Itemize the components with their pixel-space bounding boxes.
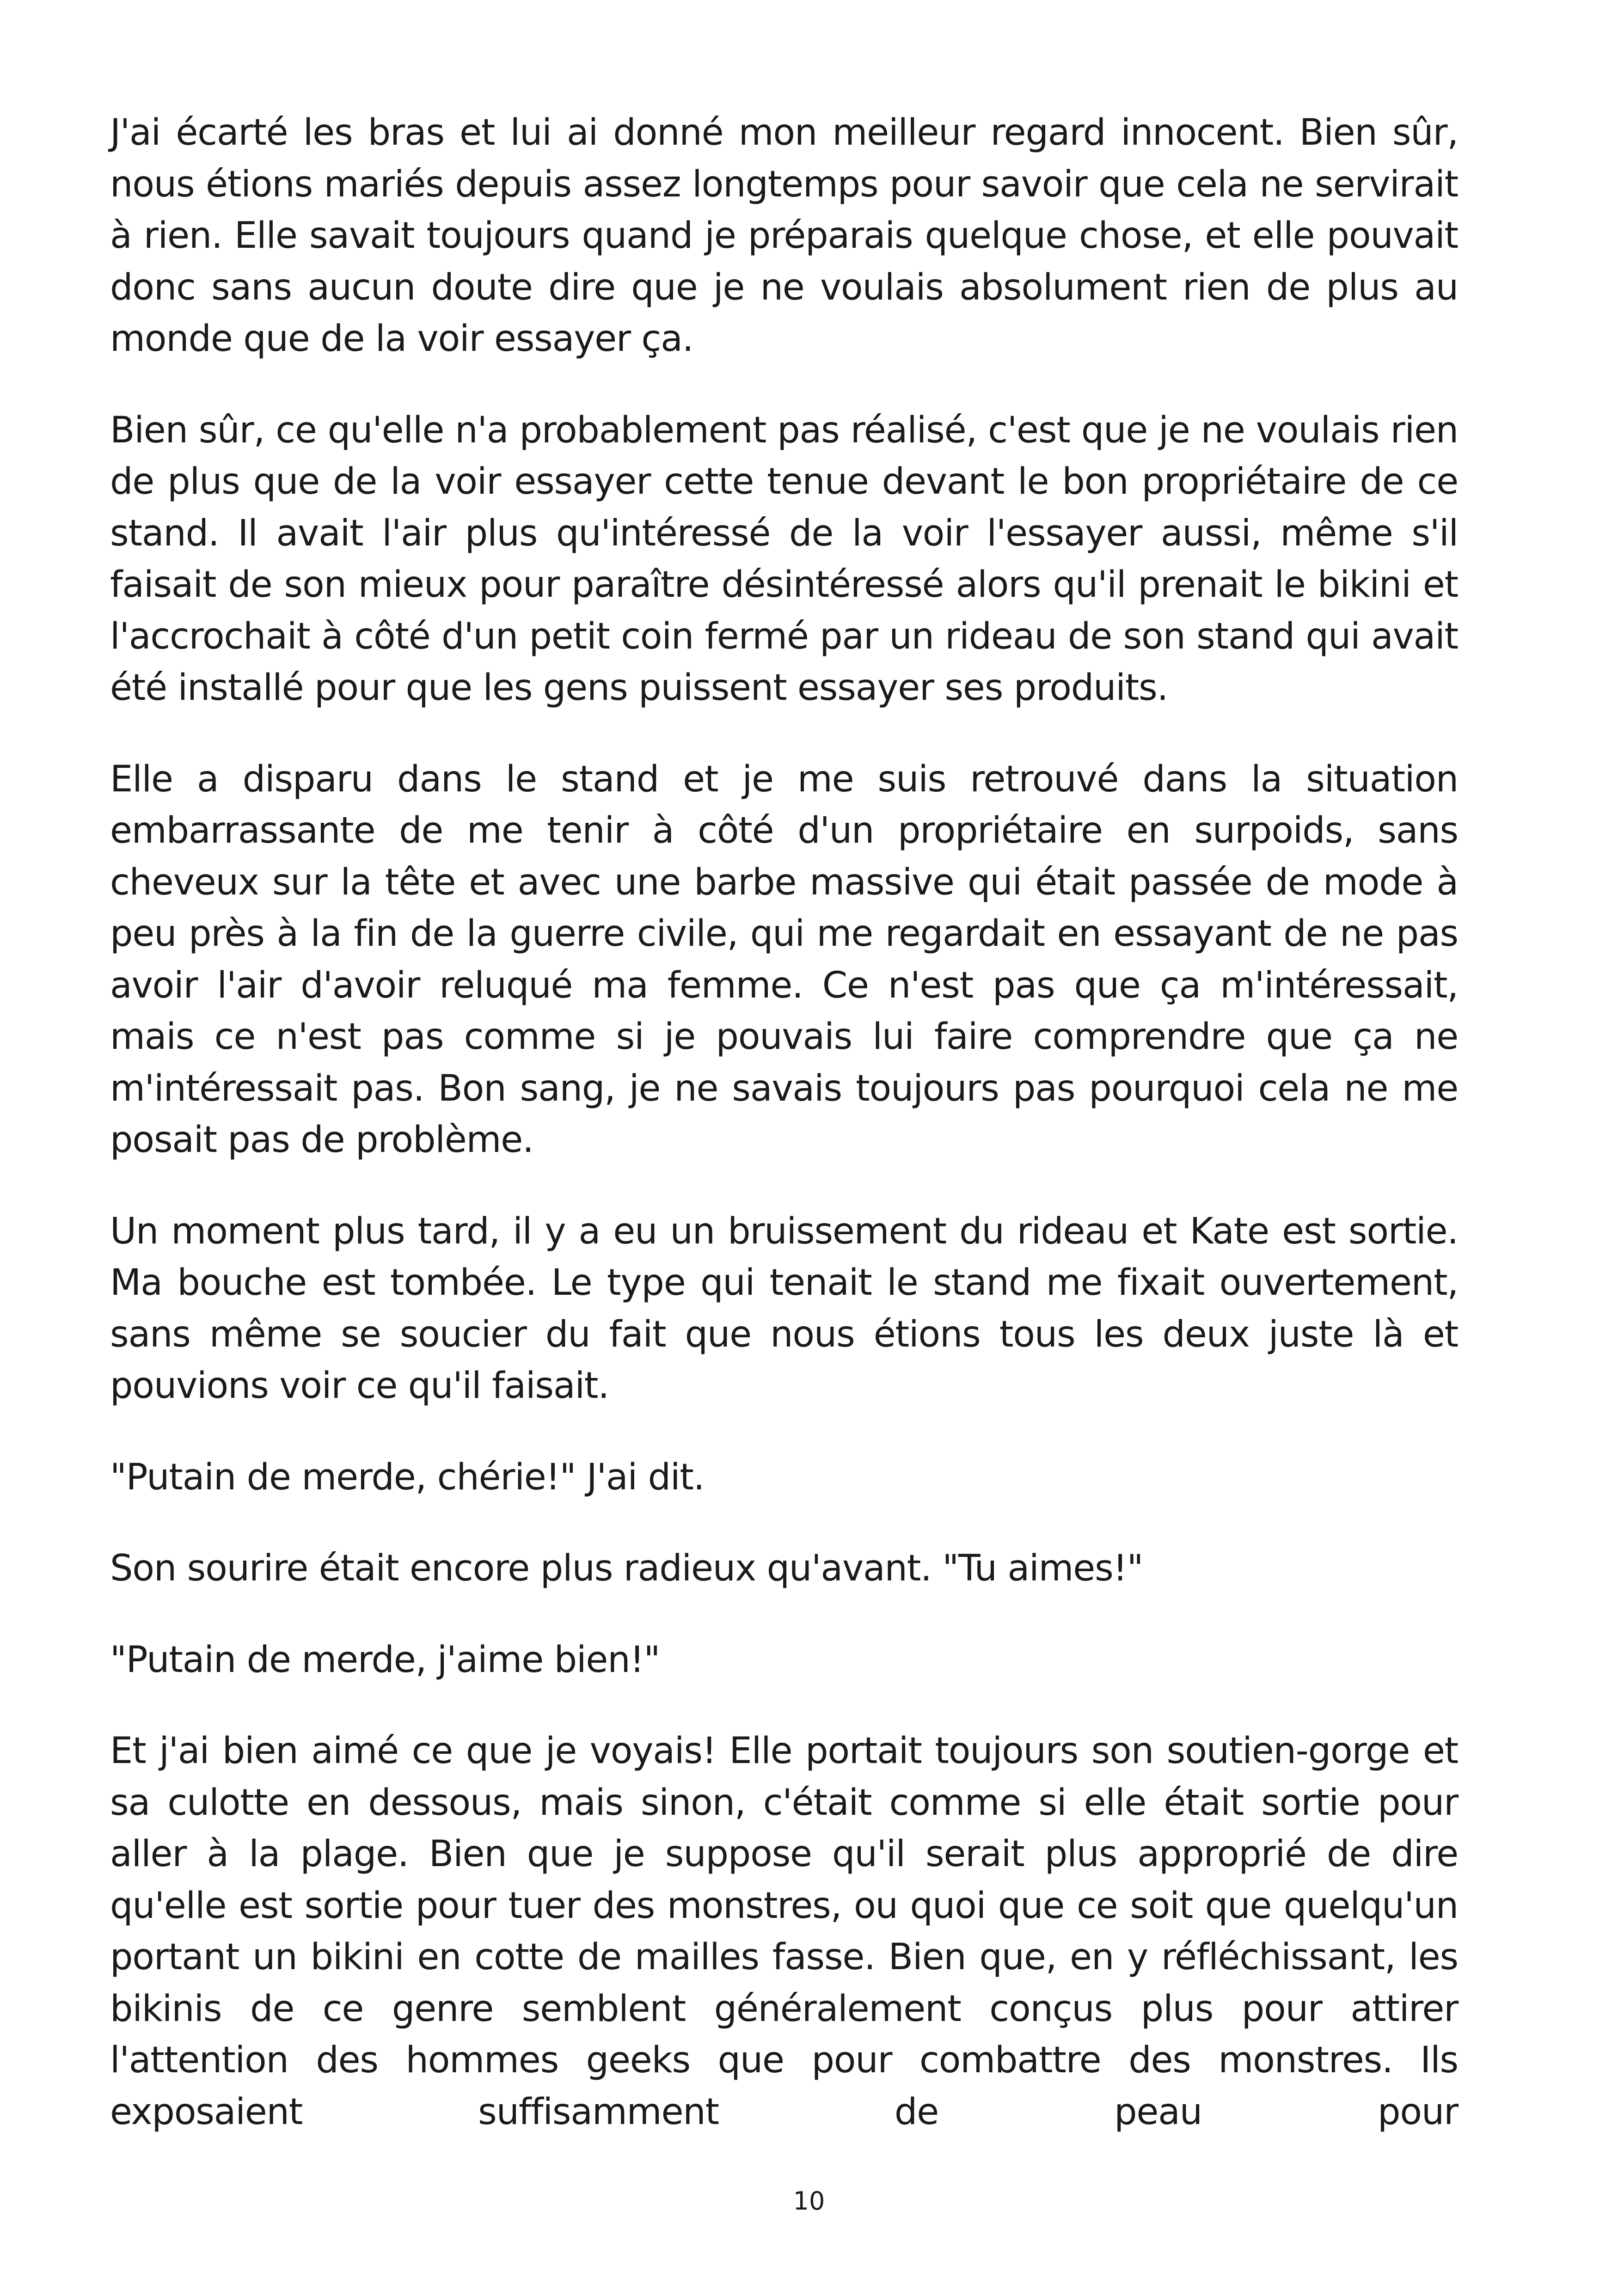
paragraph-6: Son sourire était encore plus radieux qu'avant. "Tu aimes!" [110, 1548, 1143, 1589]
page-number: 10 [793, 2186, 825, 2216]
paragraph-2: Bien sûr, ce qu'elle n'a probablement pas réalisé, c'est que je ne voulais rien de plus que de la voir essayer cette tenue devant le bon propriétaire de ce stand. Il avait l'air plus qu'intéressé de la voir l'essayer aussi, même s'il faisait de son mieux pour paraître désintéressé alors qu'il prenait le bikini et l'accrochait à côté d'un petit coin fermé par un rideau de son stand qui avait été installé pour que les gens puissent essayer ses produits. [110, 409, 1458, 709]
body-text [110, 107, 1458, 2138]
paragraph-3: Elle a disparu dans le stand et je me suis retrouvé dans la situation embarrassante de me tenir à côté d'un propriétaire en surpoids, sans cheveux sur la tête et avec une barbe massive qui était passée de mode à peu près à la fin de la guerre civile, qui me regardait en essayant de ne pas avoir l'air d'avoir reluqué ma femme. Ce n'est pas que ça m'intéressait, mais ce n'est pas comme si je pouvais lui faire comprendre que ça ne m'intéressait pas. Bon sang, je ne savais toujours pas pourquoi cela ne me posait pas de problème. [110, 758, 1458, 1161]
paragraph-1: J'ai écarté les bras et lui ai donné mon meilleur regard innocent. Bien sûr, nous étions mariés depuis assez longtemps pour savoir que cela ne servirait à rien. Elle savait toujours quand je préparais quelque chose, et elle pouvait donc sans aucun doute dire que je ne voulais absolument rien de plus au monde que de la voir essayer ça. [110, 112, 1458, 360]
paragraph-8: Et j'ai bien aimé ce que je voyais! Elle portait toujours son soutien-gorge et sa culotte en dessous, mais sinon, c'était comme si elle était sortie pour aller à la plage. Bien que je suppose qu'il serait plus approprié de dire qu'elle est sortie pour tuer des monstres, ou quoi que ce soit que quelqu'un portant un bikini en cotte de mailles fasse. Bien que, en y réfléchissant, les bikinis de ce genre semblent généralement conçus plus pour attirer l'attention des hommes geeks que pour combattre des monstres. Ils exposaient suffisamment de peau pour [110, 1730, 1458, 2133]
paragraph-7: "Putain de merde, j'aime bien!" [110, 1639, 660, 1681]
paragraph-5: "Putain de merde, chérie!" J'ai dit. [110, 1456, 705, 1498]
paragraph-4: Un moment plus tard, il y a eu un bruissement du rideau et Kate est sortie. Ma bouche est tombée. Le type qui tenait le stand me fixait ouvertement, sans même se soucier du fait que nous étions tous les deux juste là et pouvions voir ce qu'il faisait. [110, 1210, 1458, 1407]
